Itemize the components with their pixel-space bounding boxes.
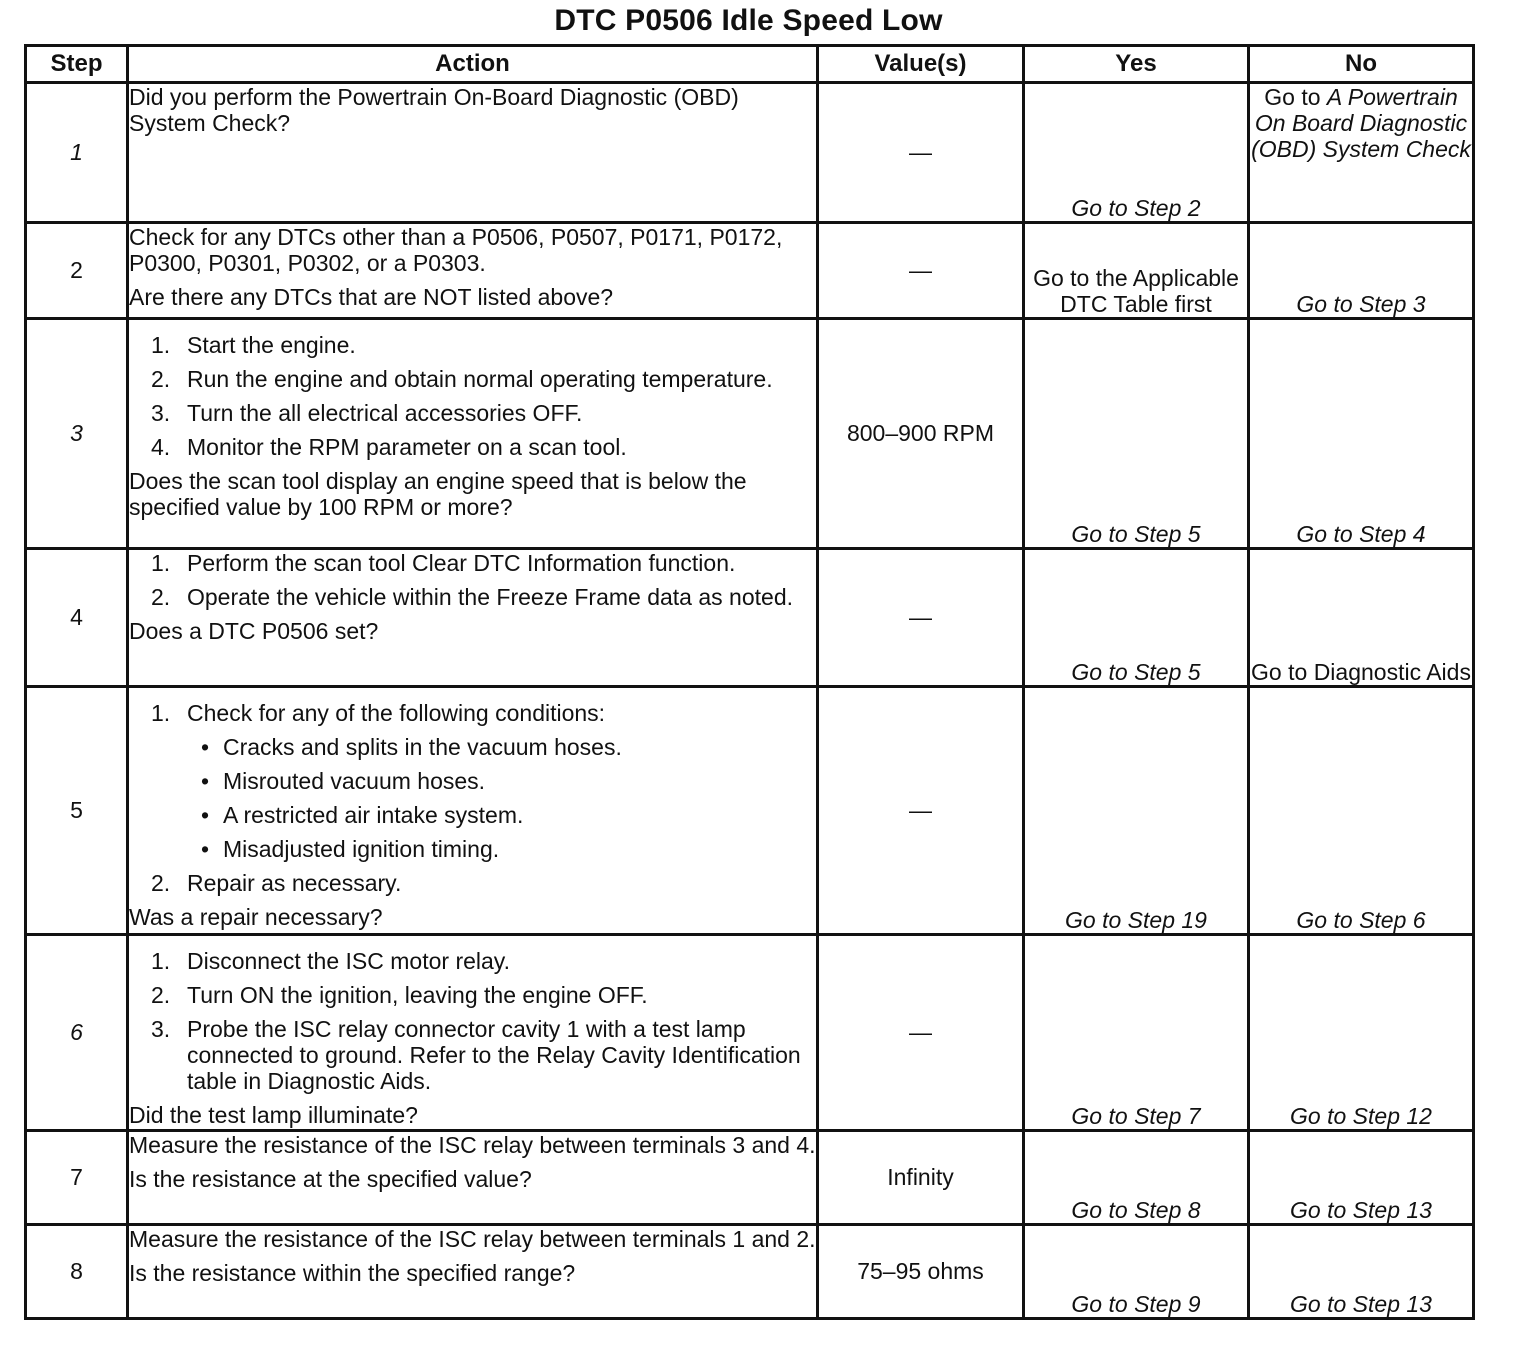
action-steps xyxy=(129,550,816,610)
step-number: 5 xyxy=(26,687,128,935)
action-cell xyxy=(128,319,818,549)
item-number: 2. xyxy=(151,870,171,896)
yes-cell: Go to Step 7 xyxy=(1024,935,1249,1131)
list-item xyxy=(129,948,816,974)
item-number: 4. xyxy=(151,434,171,460)
page-title: DTC P0506 Idle Speed Low xyxy=(554,4,943,37)
list-item xyxy=(129,870,816,896)
item-number: 2. xyxy=(151,584,171,610)
table-row xyxy=(26,1131,1474,1225)
action-steps xyxy=(129,332,816,460)
table-row xyxy=(26,83,1474,223)
value-cell: 800–900 RPM xyxy=(818,319,1024,549)
list-item xyxy=(129,366,816,392)
item-text: Operate the vehicle within the Freeze Frame data as noted. xyxy=(187,584,793,610)
step-number: 7 xyxy=(26,1131,128,1225)
header-row xyxy=(26,46,1474,83)
bullet-item: • Misrouted vacuum hoses. xyxy=(187,768,816,794)
item-text: Perform the scan tool Clear DTC Information function. xyxy=(187,550,736,576)
no-target: A Powertrain On Board Diagnostic (OBD) System Check xyxy=(1251,84,1471,162)
action-cell xyxy=(128,1131,818,1225)
header-values: Value(s) xyxy=(818,46,1024,83)
action-cell xyxy=(128,935,818,1131)
no-cell: Go to Step 13 xyxy=(1249,1225,1474,1319)
item-text: Start the engine. xyxy=(187,332,356,358)
item-text: Turn the all electrical accessories OFF. xyxy=(187,400,583,426)
step-number: 2 xyxy=(26,223,128,319)
item-number: 3. xyxy=(151,400,171,426)
yes-cell: Go to Step 19 xyxy=(1024,687,1249,935)
header-yes: Yes xyxy=(1024,46,1249,83)
no-cell: Go to Step 6 xyxy=(1249,687,1474,935)
list-item xyxy=(129,584,816,610)
yes-cell: Go to Step 2 xyxy=(1024,83,1249,223)
value-cell: — xyxy=(818,935,1024,1131)
step-number: 3 xyxy=(26,319,128,549)
list-item xyxy=(129,550,816,576)
action-text: Check for any DTCs other than a P0506, P0507, P0171, P0172, P0300, P0301, P0302, or a P0303. xyxy=(129,224,783,276)
action-question: Does the scan tool display an engine speed that is below the specified value by 100 RPM or more? xyxy=(129,468,747,520)
item-number: 1. xyxy=(151,948,171,974)
action-question: Did the test lamp illuminate? xyxy=(129,1102,418,1128)
header-action: Action xyxy=(128,46,818,83)
item-number: 1. xyxy=(151,332,171,358)
item-text: Repair as necessary. xyxy=(187,870,402,896)
item-text: Turn ON the ignition, leaving the engine OFF. xyxy=(187,982,648,1008)
item-number: 1. xyxy=(151,550,171,576)
item-text: Run the engine and obtain normal operating temperature. xyxy=(187,366,773,392)
item-number: 1. xyxy=(151,700,171,726)
action-cell xyxy=(128,687,818,935)
bullet-item: • Cracks and splits in the vacuum hoses. xyxy=(187,734,816,760)
yes-cell: Go to Step 8 xyxy=(1024,1131,1249,1225)
diagnostic-table xyxy=(24,44,1475,1320)
table-row xyxy=(26,687,1474,935)
table-row xyxy=(26,223,1474,319)
yes-cell: Go to Step 5 xyxy=(1024,319,1249,549)
value-cell: — xyxy=(818,687,1024,935)
item-number: 2. xyxy=(151,982,171,1008)
step-number: 8 xyxy=(26,1225,128,1319)
item-text: Monitor the RPM parameter on a scan tool. xyxy=(187,434,627,460)
yes-cell: Go to Step 5 xyxy=(1024,549,1249,687)
no-cell: Go to Step 4 xyxy=(1249,319,1474,549)
header-no: No xyxy=(1249,46,1474,83)
value-cell: 75–95 ohms xyxy=(818,1225,1024,1319)
list-item xyxy=(129,332,816,358)
item-text: Check for any of the following conditions: xyxy=(187,700,606,726)
item-number: 2. xyxy=(151,366,171,392)
value-cell: — xyxy=(818,549,1024,687)
action-steps xyxy=(129,948,816,1094)
value-cell: — xyxy=(818,83,1024,223)
action-cell xyxy=(128,83,818,223)
list-item xyxy=(129,400,816,426)
condition-list xyxy=(187,734,816,862)
step-number: 4 xyxy=(26,549,128,687)
list-item xyxy=(129,434,816,460)
list-item xyxy=(129,982,816,1008)
no-cell xyxy=(1249,83,1474,223)
action-question: Are there any DTCs that are NOT listed above? xyxy=(129,284,614,310)
header-step: Step xyxy=(26,46,128,83)
action-text: Measure the resistance of the ISC relay between terminals 1 and 2. xyxy=(129,1226,816,1252)
table-row xyxy=(26,319,1474,549)
action-question: Is the resistance within the specified range? xyxy=(129,1260,576,1286)
item-text: Disconnect the ISC motor relay. xyxy=(187,948,510,974)
no-prefix: Go to xyxy=(1264,84,1321,110)
list-item xyxy=(129,700,816,862)
item-text: Probe the ISC relay connector cavity 1 with a test lamp connected to ground. Refer to the Relay Cavity Identification table in Diagnostic Aids. xyxy=(187,1016,801,1094)
action-question: Is the resistance at the specified value? xyxy=(129,1166,532,1192)
value-cell: Infinity xyxy=(818,1131,1024,1225)
item-number: 3. xyxy=(151,1016,171,1042)
step-number: 6 xyxy=(26,935,128,1131)
no-cell: Go to Step 3 xyxy=(1249,223,1474,319)
action-question: Does a DTC P0506 set? xyxy=(129,618,379,644)
yes-cell: Go to Step 9 xyxy=(1024,1225,1249,1319)
bullet-item: • A restricted air intake system. xyxy=(187,802,816,828)
action-steps xyxy=(129,700,816,896)
action-cell xyxy=(128,549,818,687)
value-cell: — xyxy=(818,223,1024,319)
list-item xyxy=(129,1016,816,1094)
step-number: 1 xyxy=(26,83,128,223)
table-row xyxy=(26,549,1474,687)
action-cell xyxy=(128,223,818,319)
action-text: Measure the resistance of the ISC relay between terminals 3 and 4. xyxy=(129,1132,816,1158)
yes-cell: Go to the Applicable DTC Table first xyxy=(1024,223,1249,319)
action-question: Was a repair necessary? xyxy=(129,904,383,930)
no-cell: Go to Step 13 xyxy=(1249,1131,1474,1225)
no-cell: Go to Step 12 xyxy=(1249,935,1474,1131)
bullet-item: • Misadjusted ignition timing. xyxy=(187,836,816,862)
no-cell: Go to Diagnostic Aids xyxy=(1249,549,1474,687)
table-row xyxy=(26,935,1474,1131)
table-row xyxy=(26,1225,1474,1319)
action-text: Did you perform the Powertrain On-Board Diagnostic (OBD) System Check? xyxy=(129,84,739,136)
action-cell xyxy=(128,1225,818,1319)
